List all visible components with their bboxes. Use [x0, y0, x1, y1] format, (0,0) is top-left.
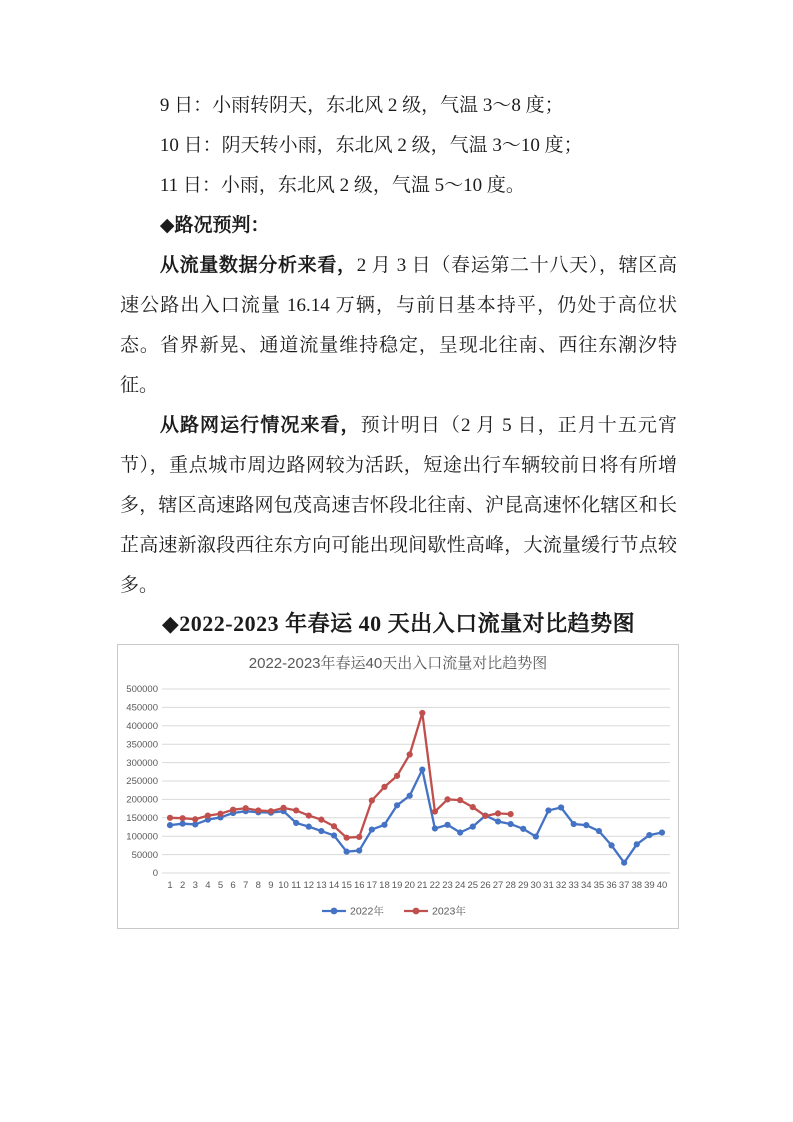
svg-text:1: 1 [167, 880, 173, 891]
document-body [120, 86, 677, 929]
svg-text:14: 14 [328, 880, 340, 891]
svg-text:32: 32 [555, 880, 567, 891]
svg-text:28: 28 [505, 880, 516, 891]
paragraph-traffic-data-body: 2 月 3 日（春运第二十八天），辖区高速公路出入口流量 16.14 万辆，与前日基本持平，仍处于高位状态。省界新晃、通道流量维持稳定，呈现北往南、西往东潮汐特征。 [120, 255, 677, 396]
svg-text:13: 13 [316, 880, 327, 891]
svg-text:27: 27 [492, 880, 504, 891]
weather-line-day9: 9 日：小雨转阴天，东北风 2 级，气温 3～8 度； [159, 95, 564, 116]
svg-text:33: 33 [568, 880, 579, 891]
svg-text:39: 39 [644, 880, 655, 891]
svg-text:2023年: 2023年 [432, 905, 466, 918]
svg-text:10: 10 [278, 880, 289, 891]
svg-text:23: 23 [442, 880, 453, 891]
svg-text:17: 17 [366, 880, 378, 891]
chart-section-heading: ◆2022-2023 年春运 40 天出入口流量对比趋势图 [161, 611, 636, 636]
svg-text:34: 34 [581, 880, 592, 891]
svg-text:50000: 50000 [131, 849, 158, 861]
svg-text:7: 7 [243, 880, 249, 891]
svg-text:40: 40 [656, 880, 668, 891]
svg-text:0: 0 [152, 868, 158, 880]
section-heading-road-forecast: ◆路况预判： [159, 215, 270, 236]
svg-text:300000: 300000 [126, 757, 158, 769]
svg-text:36: 36 [606, 880, 617, 891]
svg-text:16: 16 [353, 880, 365, 891]
svg-text:19: 19 [391, 880, 403, 891]
svg-text:12: 12 [303, 880, 315, 891]
svg-text:35: 35 [593, 880, 605, 891]
traffic-trend-chart [117, 644, 679, 929]
paragraph-network-forecast [120, 406, 677, 606]
paragraph-network-forecast-body: 预计明日（2 月 5 日，正月十五元宵节），重点城市周边路网较为活跃，短途出行车辆较前日将有所增多，辖区高速路网包茂高速吉怀段北往南、沪昆高速怀化辖区和长芷高速新溆段西往东方向可能出现间歇性高峰，大流量缓行节点较多。 [120, 415, 677, 596]
svg-text:9: 9 [268, 880, 274, 891]
svg-text:2022年: 2022年 [350, 905, 384, 918]
paragraph-traffic-data [120, 246, 677, 406]
svg-text:6: 6 [230, 880, 236, 891]
svg-text:22: 22 [429, 880, 441, 891]
svg-text:20: 20 [404, 880, 415, 891]
svg-text:15: 15 [341, 880, 352, 891]
svg-text:2: 2 [179, 880, 186, 891]
svg-text:37: 37 [618, 880, 630, 891]
svg-text:200000: 200000 [126, 794, 158, 806]
chart-title: 2022-2023年春运40天出入口流量对比趋势图 [248, 655, 548, 672]
paragraph-network-forecast-lead: 从路网运行情况来看， [159, 415, 361, 436]
svg-text:4: 4 [205, 880, 211, 891]
svg-text:8: 8 [255, 880, 261, 891]
svg-text:100000: 100000 [126, 831, 158, 843]
svg-text:29: 29 [517, 880, 529, 891]
svg-text:31: 31 [543, 880, 554, 891]
svg-text:400000: 400000 [126, 721, 158, 732]
svg-text:18: 18 [379, 880, 390, 891]
paragraph-traffic-data-lead: 从流量数据分析来看， [159, 255, 357, 276]
svg-text:3: 3 [192, 880, 198, 891]
svg-text:11: 11 [291, 880, 302, 891]
svg-text:21: 21 [417, 880, 428, 891]
chart-canvas [118, 645, 678, 928]
svg-text:450000: 450000 [126, 702, 158, 714]
svg-text:25: 25 [467, 880, 479, 891]
svg-text:350000: 350000 [126, 739, 158, 751]
svg-text:150000: 150000 [126, 813, 158, 824]
svg-text:500000: 500000 [126, 684, 158, 696]
weather-line-day10: 10 日：阴天转小雨，东北风 2 级，气温 3～10 度； [159, 135, 583, 156]
svg-text:38: 38 [631, 880, 643, 891]
svg-text:5: 5 [217, 880, 224, 891]
svg-text:250000: 250000 [126, 776, 158, 788]
svg-text:30: 30 [530, 880, 542, 891]
svg-text:26: 26 [480, 880, 491, 891]
svg-text:24: 24 [454, 880, 466, 891]
weather-line-day11: 11 日：小雨，东北风 2 级，气温 5～10 度。 [159, 175, 525, 196]
